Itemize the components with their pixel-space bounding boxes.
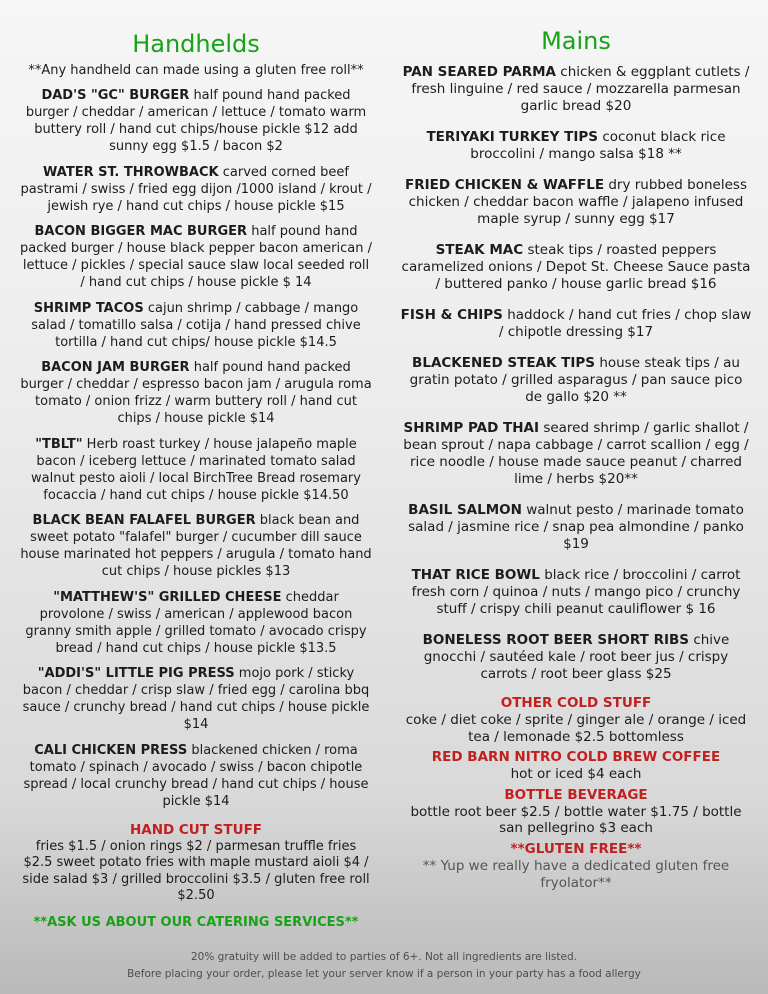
item-description: half pound hand packed burger / house black pepper bacon american / lettuce / pickles / special sauce slaw local seeded roll / hand cut chips / house pickle $ 14 [20,224,373,290]
item-name: CALI CHICKEN PRESS [34,742,188,758]
catering-note: **ASK US ABOUT OUR CATERING SERVICES** [33,914,359,930]
item-name: "ADDI'S" LITTLE PIG PRESS [37,666,235,681]
menu-item [400,307,752,341]
item-name: BLACKENED STEAK TIPS [412,355,596,371]
menu-item [400,632,752,683]
item-name: TERIYAKI TURKEY TIPS [426,129,599,145]
gratuity-note: 20% gratuity will be added to parties of 6+. Not all ingredients are listed. [191,951,577,963]
menu-item [400,420,752,488]
item-name: FRIED CHICKEN & WAFFLE [405,177,605,193]
cold-drinks-title: OTHER COLD STUFF [500,695,652,711]
item-description: black bean and sweet potato "falafel" burger / cucumber dill sauce house marinated hot peppers / arugula / tomato hand cut chips / house pickles $13 [20,513,372,579]
coffee-body: hot or iced $4 each [510,766,642,782]
gluten-free-section [400,841,752,892]
item-description: blackened chicken / roma tomato / spinach / avocado / swiss / bacon chipotle spread / local crunchy bread / hand cut chips / house pickle $14 [23,742,369,809]
item-description: walnut pesto / marinade tomato salad / jasmine rice / snap pea almondine / panko $19 [408,502,744,552]
bottle-body: bottle root beer $2.5 / bottle water $1.75 / bottle san pellegrino $3 each [410,803,742,836]
hand-cut-body: fries $1.5 / onion rings $2 / parmesan truffle fries $2.5 sweet potato fries with maple mustard aioli $4 / side salad $3 / grilled broccolini $3.5 / gluten free roll $2.50 [22,838,370,903]
hand-cut-title: HAND CUT STUFF [129,821,263,838]
allergy-note: Before placing your order, please let your server know if a person in your party has a food allergy [127,968,641,980]
item-name: THAT RICE BOWL [411,567,540,583]
item-name: STEAK MAC [435,242,524,258]
item-description: chicken & eggplant cutlets / fresh linguine / red sauce / mozzarella parmesan garlic bread $20 [411,64,750,114]
bottle-section [400,787,752,837]
item-name: "MATTHEW'S" GRILLED CHEESE [53,589,282,605]
menu-item [400,129,752,163]
item-description: coconut black rice broccolini / mango salsa $18 ** [470,129,726,162]
item-description: house steak tips / au gratin potato / grilled asparagus / pan sauce pico de gallo $20 ** [409,355,743,405]
item-name: FISH & CHIPS [400,307,503,323]
item-name: BASIL SALMON [408,502,522,518]
item-description: half pound hand packed burger / cheddar / american / lettuce / tomato warm buttery roll / hand cut chips/house pickle $12 add sunny egg $1.5 / bacon $2 [25,88,367,154]
menu-item [20,223,372,291]
menu-item [400,177,752,228]
cold-drinks-section [400,695,752,745]
mains-column [400,0,752,892]
item-description: cajun shrimp / cabbage / mango salad / tomatillo salsa / cotija / hand pressed chive tortilla / hand cut chips/ house pickle $14.5 [31,300,361,350]
item-description: carved corned beef pastrami / swiss / fried egg dijon /1000 island / krout / jewish rye / hand cut chips / house pickle $15 [20,164,372,214]
menu-item [400,567,752,618]
item-name: "TBLT" [35,436,83,452]
menu-item [20,589,372,657]
menu-item [20,87,372,155]
item-name: BLACK BEAN FALAFEL BURGER [32,513,256,528]
bottle-title: BOTTLE BEVERAGE [504,786,648,803]
item-name: WATER ST. THROWBACK [43,164,219,180]
item-description: cheddar provolone / swiss / american / applewood bacon granny smith apple / grilled tomato / avocado crispy bread / hand cut chips / house pickle $13.5 [25,589,367,656]
handhelds-heading: Handhelds [132,30,260,58]
menu-item [400,502,752,553]
coffee-title: RED BARN NITRO COLD BREW COFFEE [431,749,721,765]
menu-item [400,355,752,406]
item-description: half pound hand packed burger / cheddar / espresso bacon jam / arugula roma tomato / onion frizz / warm buttery roll / hand cut chips / house pickle $14 [20,360,372,426]
handhelds-column [20,0,372,930]
item-name: PAN SEARED PARMA [402,64,556,80]
item-description: haddock / hand cut fries / chop slaw / chipotle dressing $17 [498,307,752,340]
hand-cut-section [20,822,372,905]
item-description: mojo pork / sticky bacon / cheddar / crisp slaw / fried egg / carolina bbq sauce / crunchy bread / hand cut chips / house pickle $14 [22,666,370,732]
item-name: SHRIMP TACOS [33,300,144,316]
menu-item [400,242,752,293]
menu-item [20,512,372,580]
item-description: chive gnocchi / sautéed kale / root beer jus / crispy carrots / root beer glass $25 [423,632,730,682]
item-name: DAD'S "GC" BURGER [41,88,190,103]
item-name: BONELESS ROOT BEER SHORT RIBS [422,632,690,648]
gluten-free-body: ** Yup we really have a dedicated gluten free fryolator** [422,857,730,891]
item-description: steak tips / roasted peppers caramelized onions / Depot St. Cheese Sauce pasta / buttered panko / house garlic bread $16 [401,242,751,292]
item-name: SHRIMP PAD THAI [403,420,540,436]
mains-heading: Mains [541,27,611,55]
item-description: Herb roast turkey / house jalapeño maple bacon / iceberg lettuce / marinated tomato salad walnut pesto aioli / local BirchTree Bread rosemary focaccia / hand cut chips / house pickle $14.50 [31,436,361,503]
item-description: seared shrimp / garlic shallot / bean sprout / napa cabbage / carrot scallion / egg / rice noodle / house made sauce peanut / charred lime / herbs $20** [403,420,749,487]
cold-drinks-body: coke / diet coke / sprite / ginger ale / orange / iced tea / lemonade $2.5 bottomless [405,712,747,745]
item-description: black rice / broccolini / carrot fresh corn / quinoa / nuts / mango pico / crunchy stuff / crispy chili peanut cauliflower $ 16 [411,567,741,617]
menu-item [20,164,372,215]
menu-item [400,64,752,115]
menu-item [20,665,372,733]
item-name: BACON BIGGER MAC BURGER [34,224,248,239]
menu-item [20,742,372,810]
gluten-free-title: **GLUTEN FREE** [510,840,642,857]
gluten-free-roll-note: **Any handheld can made using a gluten free roll** [28,63,364,78]
menu-item [20,359,372,427]
item-description: dry rubbed boneless chicken / cheddar bacon waffle / jalapeno infused maple syrup / sunny egg $17 [408,177,747,227]
menu-item [20,300,372,351]
item-name: BACON JAM BURGER [41,360,190,375]
menu-item [20,436,372,504]
coffee-section [400,749,752,783]
